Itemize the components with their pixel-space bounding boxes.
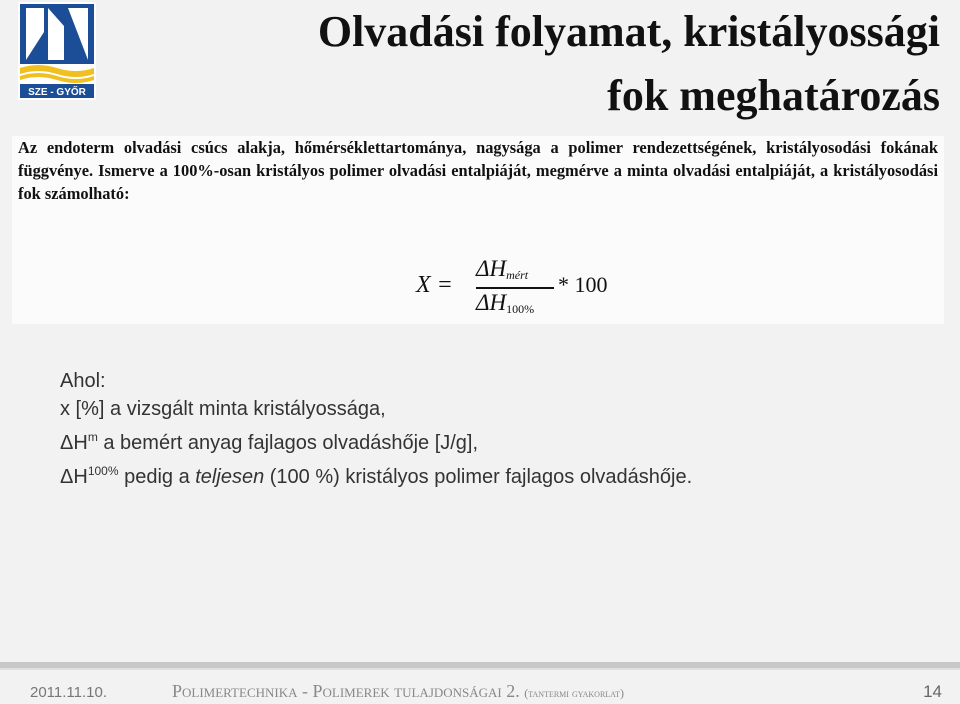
excerpt-paragraph: Az endoterm olvadási csúcs alakja, hőmérséklettartománya, nagysága a polimer rendezettségének, kristályosodási fokának függvénye. Ismerve a 100%-osan kristályos polimer olvadási entalpiáját, megmérve a minta olvadási entalpiáját, a kristályosodási fok számolható:: [18, 138, 938, 203]
footer-course: [172, 681, 624, 702]
footer-date: 2011.11.10.: [30, 684, 108, 701]
slide-title: [318, 0, 940, 128]
scanned-excerpt: [12, 136, 944, 324]
definition-dh100: [60, 457, 692, 491]
dh100-text-b: (100 %) kristályos polimer fajlagos olvadáshője.: [264, 466, 693, 488]
formula-rhs: * 100: [558, 272, 608, 297]
dh100-symbol: ΔH: [60, 466, 88, 488]
footer-divider-light: [0, 668, 960, 670]
definition-x: x [%] a vizsgált minta kristályossága,: [60, 398, 386, 420]
footer-course-type: (tantermi gyakorlat): [524, 686, 624, 700]
dhm-text: a bemért anyag fajlagos olvadáshője [J/g],: [97, 432, 479, 454]
denominator-symbol: ΔH: [476, 290, 507, 315]
numerator-subscript: mért: [506, 268, 529, 282]
university-logo: [18, 2, 96, 100]
formula-numerator: [476, 256, 528, 283]
definition-dhm: [60, 423, 692, 457]
dh100-sup: 100%: [87, 464, 119, 478]
title-line-2: fok meghatározás: [607, 71, 940, 120]
definitions: [60, 367, 692, 491]
dhm-symbol: ΔH: [60, 432, 88, 454]
footer-course-name: Polimertechnika - Polimerek tulajdonságai 2.: [172, 681, 525, 701]
dh100-text-a: pedig a: [118, 466, 196, 488]
logo-text: SZE - GYŐR: [28, 87, 86, 98]
numerator-symbol: ΔH: [476, 256, 507, 281]
dhm-sup: m: [87, 430, 98, 444]
page-number: 14: [923, 682, 942, 701]
dh100-emphasis: teljesen: [195, 466, 265, 488]
formula-lhs: X =: [416, 272, 453, 298]
fraction-bar: [476, 287, 554, 289]
definitions-ahol: Ahol:: [60, 370, 106, 392]
formula-denominator: [476, 290, 534, 317]
title-line-1: Olvadási folyamat, kristályossági: [317, 7, 940, 56]
denominator-subscript: 100%: [506, 302, 535, 316]
